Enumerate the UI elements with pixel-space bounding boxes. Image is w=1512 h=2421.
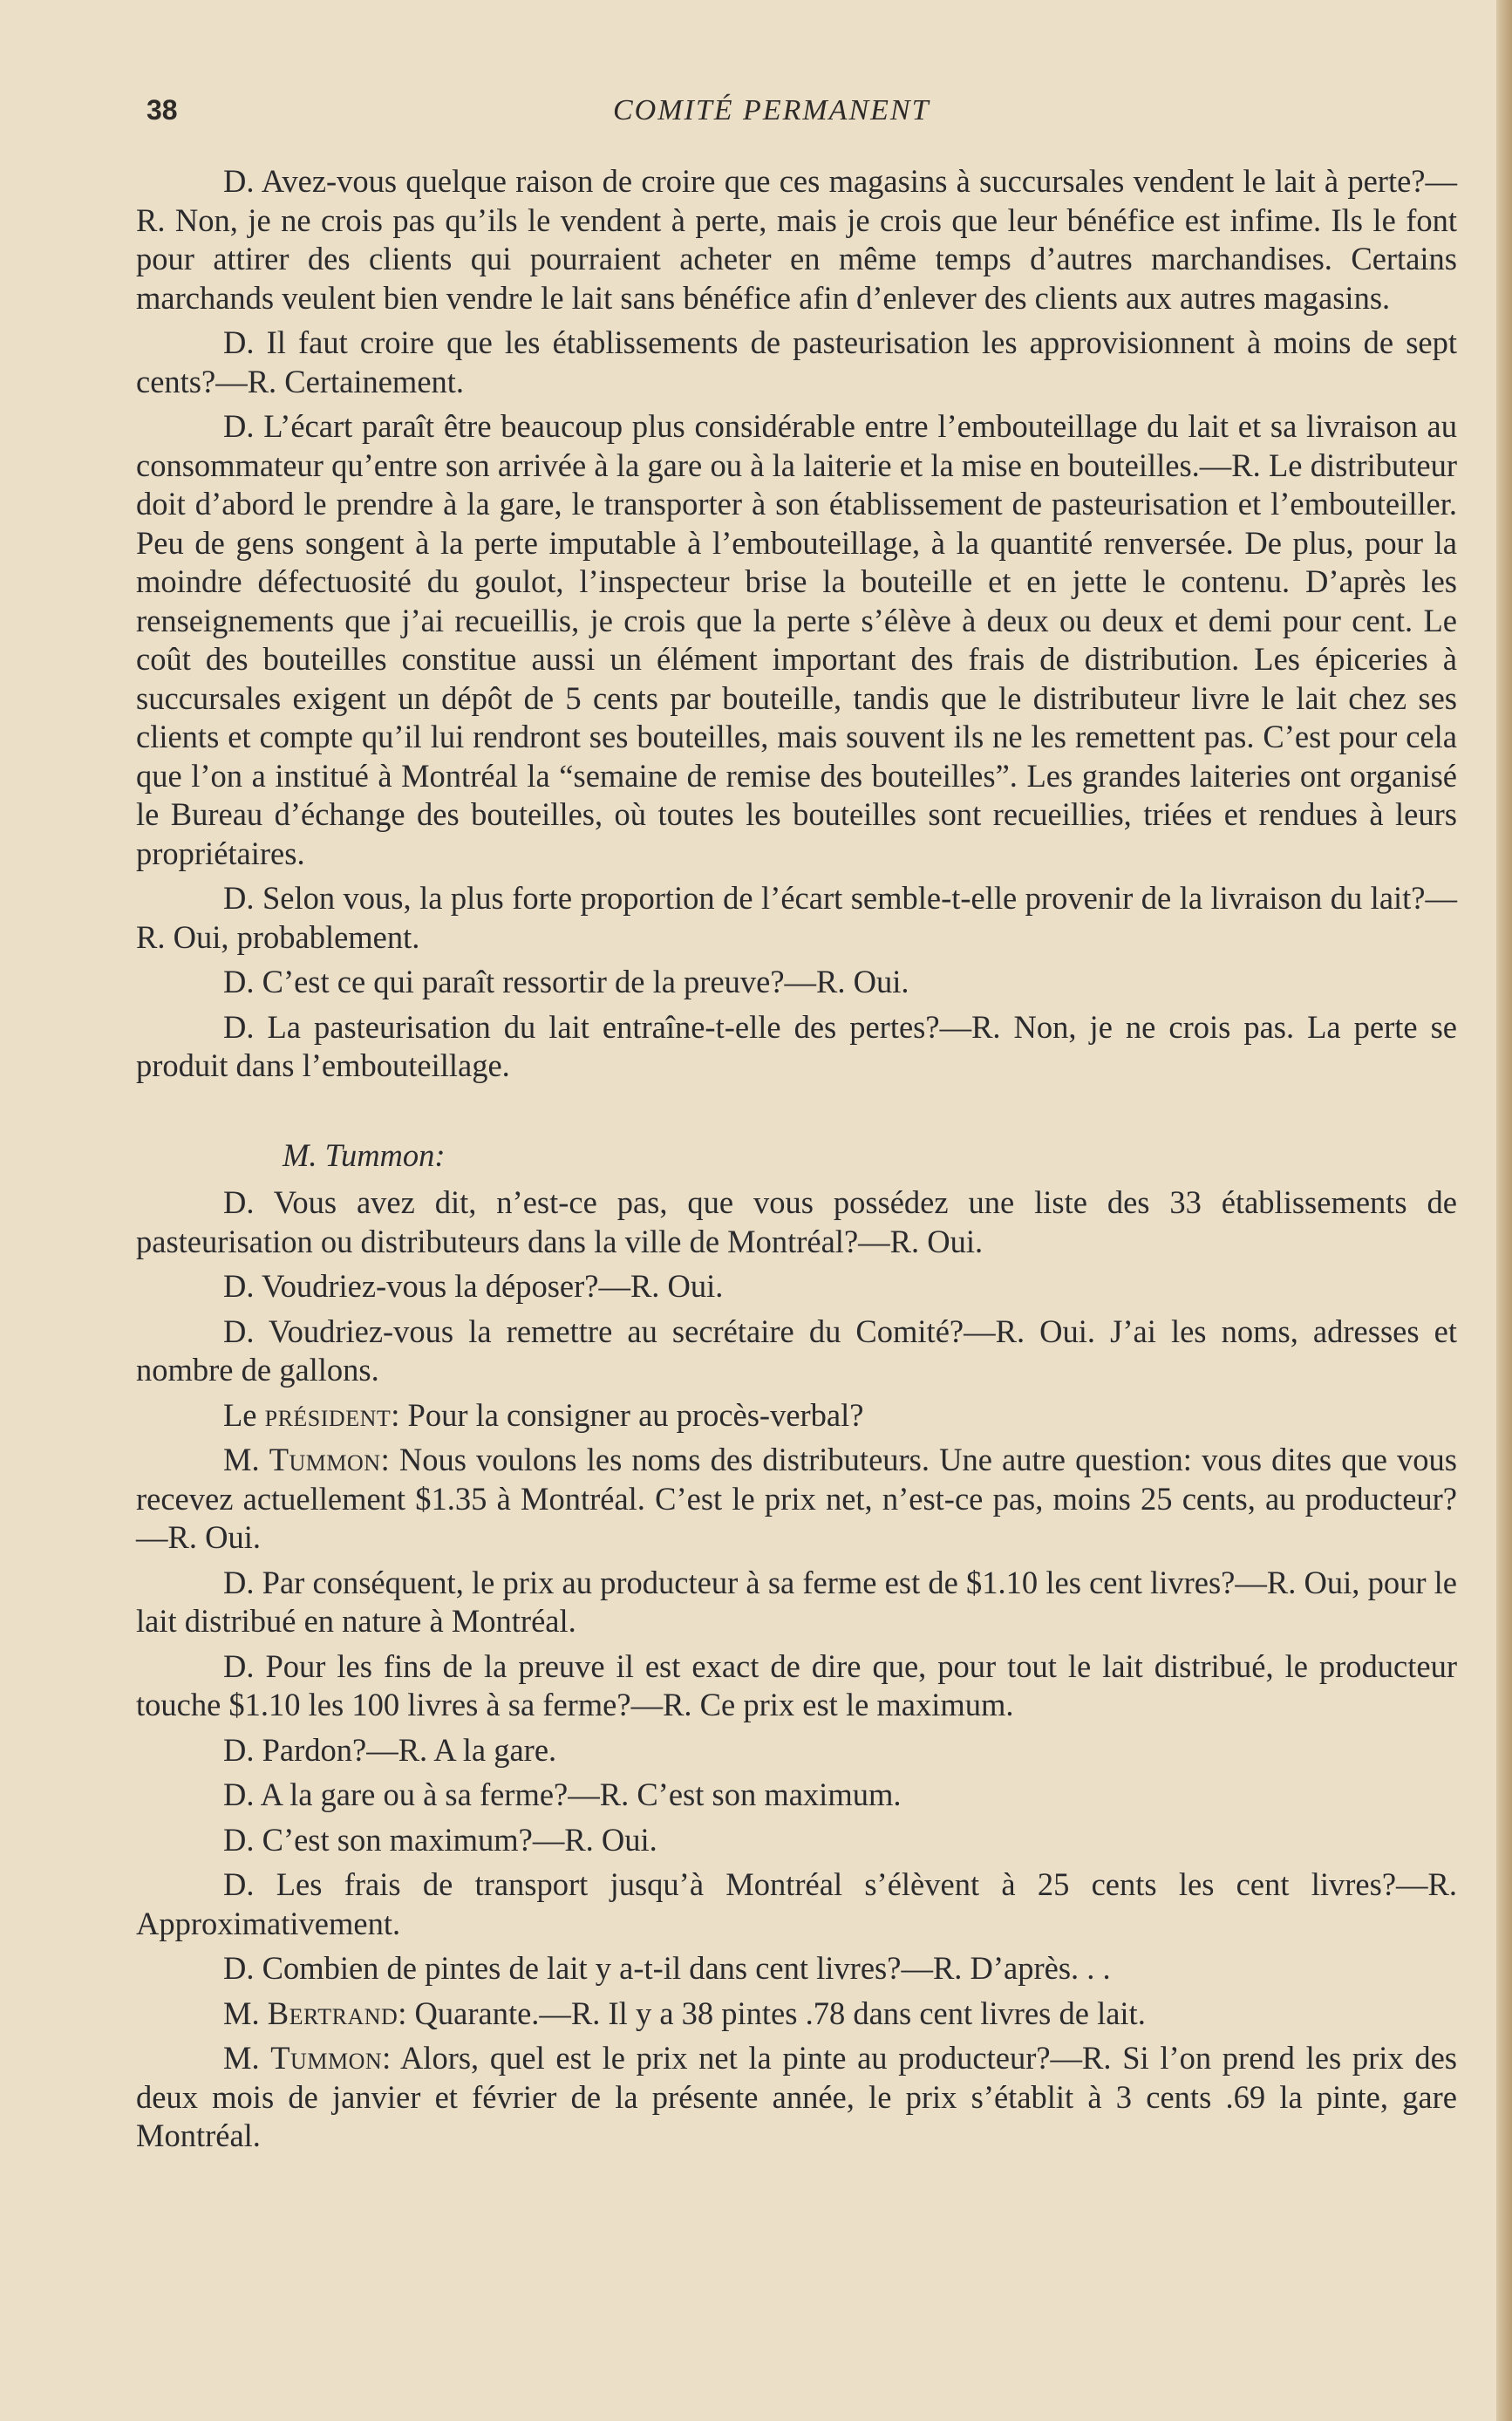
speaker-heading: M. Tummon: <box>283 1136 446 1173</box>
speaker-paragraph-tummon <box>136 1441 1457 1558</box>
paragraph: D. A la gare ou à sa ferme?—R. C’est son maximum. <box>223 1777 902 1812</box>
paragraph: D. Vous avez dit, n’est-ce pas, que vous possédez une liste des 33 établissements de pasteurisation ou distributeurs dans la ville de Montréal?—R. Oui. <box>136 1184 1457 1259</box>
speaker-text: : Quarante.—R. Il y a 38 pintes .78 dans cent livres de lait. <box>398 1995 1146 2031</box>
paragraph: D. L’écart paraît être beaucoup plus considérable entre l’embouteillage du lait et sa livraison au consommateur qu’entre son arrivée à la gare ou à la laiterie et la mise en bouteilles.—R. Le distributeur doit d’abord le prendre à la gare, le transporter à son établissement de pasteurisation et l’embouteiller. Peu de gens songent à la perte imputable à l’embouteillage, à la quantité renversée. De plus, pour la moindre défectuosité du goulot, l’inspecteur brise la bouteille et en jette le contenu. D’après les renseignements que j’ai recueillis, je crois que la perte s’élève à deux ou deux et demi pour cent. Le coût des bouteilles constitue aussi un élément important des frais de distribution. Les épiceries à succursales exigent un dépôt de 5 cents par bouteille, tandis que le distributeur livre le lait chez ses clients et compte qu’il lui rendront ses bouteilles, mais souvent ils ne les remettent pas. C’est pour cela que l’on a institué à Montréal la “semaine de remise des bouteilles”. Les grandes laiteries ont organisé le Bureau d’échange des bouteilles, où toutes les bouteilles sont recueillies, triées et rendues à leurs propriétaires. <box>136 408 1457 871</box>
running-head <box>146 94 1454 138</box>
speaker-lead: M. <box>223 1995 268 2031</box>
speaker-name: Tummon <box>269 1442 381 1477</box>
speaker-name: Tummon <box>270 2040 383 2076</box>
paragraph: D. Pardon?—R. A la gare. <box>223 1731 557 1768</box>
paragraph: D. Voudriez-vous la déposer?—R. Oui. <box>223 1268 724 1304</box>
speaker-name: président <box>264 1396 392 1433</box>
paragraph: D. Pour les fins de la preuve il est exact de dire que, pour tout le lait distribué, le producteur touche $1.10 les 100 livres à sa ferme?—R. Ce prix est le maximum. <box>136 1647 1457 1722</box>
paragraph: D. Combien de pintes de lait y a-t-il dans cent livres?—R. D’après. . . <box>223 1950 1111 1986</box>
speaker-paragraph-tummon-2 <box>136 2039 1457 2156</box>
page-number: 38 <box>146 94 178 126</box>
paragraph: D. C’est son maximum?—R. Oui. <box>223 1821 657 1858</box>
paragraph: D. Les frais de transport jusqu’à Montréal s’élèvent à 25 cents les cent livres?—R. Approximativement. <box>136 1866 1457 1941</box>
paragraph: D. Voudriez-vous la remettre au secrétaire du Comité?—R. Oui. J’ai les noms, adresses et nombre de gallons. <box>136 1313 1457 1388</box>
speaker-text: : Alors, quel est le prix net la pinte au producteur?—R. Si l’on prend les prix des deux mois de janvier et février de la présente année, le prix s’établit à 3 cents .69 la pinte, gare Montréal. <box>136 2040 1457 2153</box>
paragraph: D. Il faut croire que les établissements de pasteurisation les approvisionnent à moins de sept cents?—R. Certainement. <box>136 324 1457 399</box>
paragraph: D. Par conséquent, le prix au producteur à sa ferme est de $1.10 les cent livres?—R. Oui, pour le lait distribué en nature à Montréal. <box>136 1564 1457 1639</box>
speaker-text: : Pour la consigner au procès-verbal? <box>391 1396 864 1433</box>
body-text <box>136 162 1457 2162</box>
paragraph: D. C’est ce qui paraît ressortir de la preuve?—R. Oui. <box>223 964 909 999</box>
speaker-paragraph-president <box>136 1396 1457 1436</box>
speaker-lead: M. <box>223 1442 269 1477</box>
speaker-lead: M. <box>223 2040 271 2076</box>
paragraph: D. Selon vous, la plus forte proportion de l’écart semble-t-elle provenir de la livraison du lait?—R. Oui, probablement. <box>136 880 1457 955</box>
running-title: COMITÉ PERMANENT <box>613 94 930 126</box>
speaker-text: : Nous voulons les noms des distributeurs. Une autre question: vous dites que vous recevez actuellement $1.35 à Montréal. C’est le prix net, n’est-ce pas, moins 25 cents, au producteur?—R. Oui. <box>136 1442 1457 1555</box>
paragraph: D. La pasteurisation du lait entraîne-t-elle des pertes?—R. Non, je ne crois pas. La perte se produit dans l’embouteillage. <box>136 1008 1457 1083</box>
page-edge <box>1496 0 1512 2421</box>
speaker-name: Bertrand <box>267 1995 398 2031</box>
speaker-paragraph-bertrand <box>136 1995 1457 2034</box>
paragraph: D. Avez-vous quelque raison de croire que ces magasins à succursales vendent le lait à perte?—R. Non, je ne crois pas qu’ils le vendent à perte, mais je crois que leur bénéfice est infime. Ils le font pour attirer des clients qui pourraient acheter en même temps d’autres marchandises. Certains marchands veulent bien vendre le lait sans bénéfice afin d’enlever des clients aux autres magasins. <box>136 163 1457 316</box>
speaker-lead: Le <box>223 1396 265 1433</box>
